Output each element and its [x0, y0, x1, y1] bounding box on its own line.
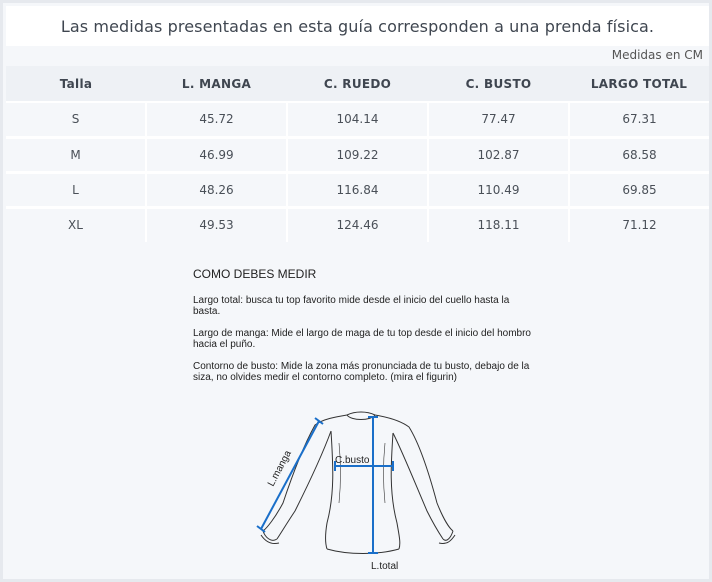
hem-cell: 116.84 [287, 172, 428, 207]
table-header-row [6, 66, 709, 102]
garment-figure [243, 403, 463, 578]
sleeve-cell: 48.26 [146, 172, 287, 207]
bust-cell: 77.47 [428, 102, 569, 137]
guide-bust-text: Contorno de busto: Mide la zona más pronunciada de tu busto, debajo de la siza, no olvides medir el contorno completo. (mira el figurin) [193, 361, 530, 383]
table-row [6, 102, 709, 137]
column-header-total-length: LARGO TOTAL [569, 66, 709, 102]
sleeve-cell: 46.99 [146, 137, 287, 172]
units-note: Medidas en CM [611, 48, 703, 62]
bust-cell: 102.87 [428, 137, 569, 172]
guide-total-length-text: Largo total: busca tu top favorito mide desde el inicio del cuello hasta la basta. [193, 295, 510, 317]
intro-text: Las medidas presentadas en esta guía corresponden a una prenda física. [6, 6, 709, 46]
table-row [6, 172, 709, 207]
top-sketch-illustration [243, 403, 463, 578]
sleeve-cell: 49.53 [146, 207, 287, 242]
table-row [6, 137, 709, 172]
sleeve-measure-label: L.manga [265, 448, 294, 489]
measuring-guide [193, 267, 533, 394]
bust-measure-label: C.busto [335, 455, 370, 466]
column-header-size: Talla [6, 66, 146, 102]
column-header-bust: C. BUSTO [428, 66, 569, 102]
sleeve-cell: 45.72 [146, 102, 287, 137]
size-cell: S [6, 102, 146, 137]
total-length-cell: 71.12 [569, 207, 709, 242]
bust-cell: 118.11 [428, 207, 569, 242]
size-cell: XL [6, 207, 146, 242]
column-header-hem: C. RUEDO [287, 66, 428, 102]
total-length-cell: 69.85 [569, 172, 709, 207]
table-row [6, 207, 709, 242]
guide-title: COMO DEBES MEDIR [193, 267, 317, 281]
size-cell: L [6, 172, 146, 207]
total-length-cell: 67.31 [569, 102, 709, 137]
size-cell: M [6, 137, 146, 172]
column-header-sleeve: L. MANGA [146, 66, 287, 102]
bust-cell: 110.49 [428, 172, 569, 207]
total-length-measure-label: L.total [371, 561, 399, 572]
total-length-cell: 68.58 [569, 137, 709, 172]
size-table [6, 66, 709, 242]
total-length-measure-line [368, 417, 378, 553]
sleeve-measure-line [257, 418, 323, 532]
guide-sleeve-text: Largo de manga: Mide el largo de maga de tu top desde el inicio del hombro hacia el puño. [193, 328, 531, 350]
hem-cell: 124.46 [287, 207, 428, 242]
hem-cell: 104.14 [287, 102, 428, 137]
hem-cell: 109.22 [287, 137, 428, 172]
